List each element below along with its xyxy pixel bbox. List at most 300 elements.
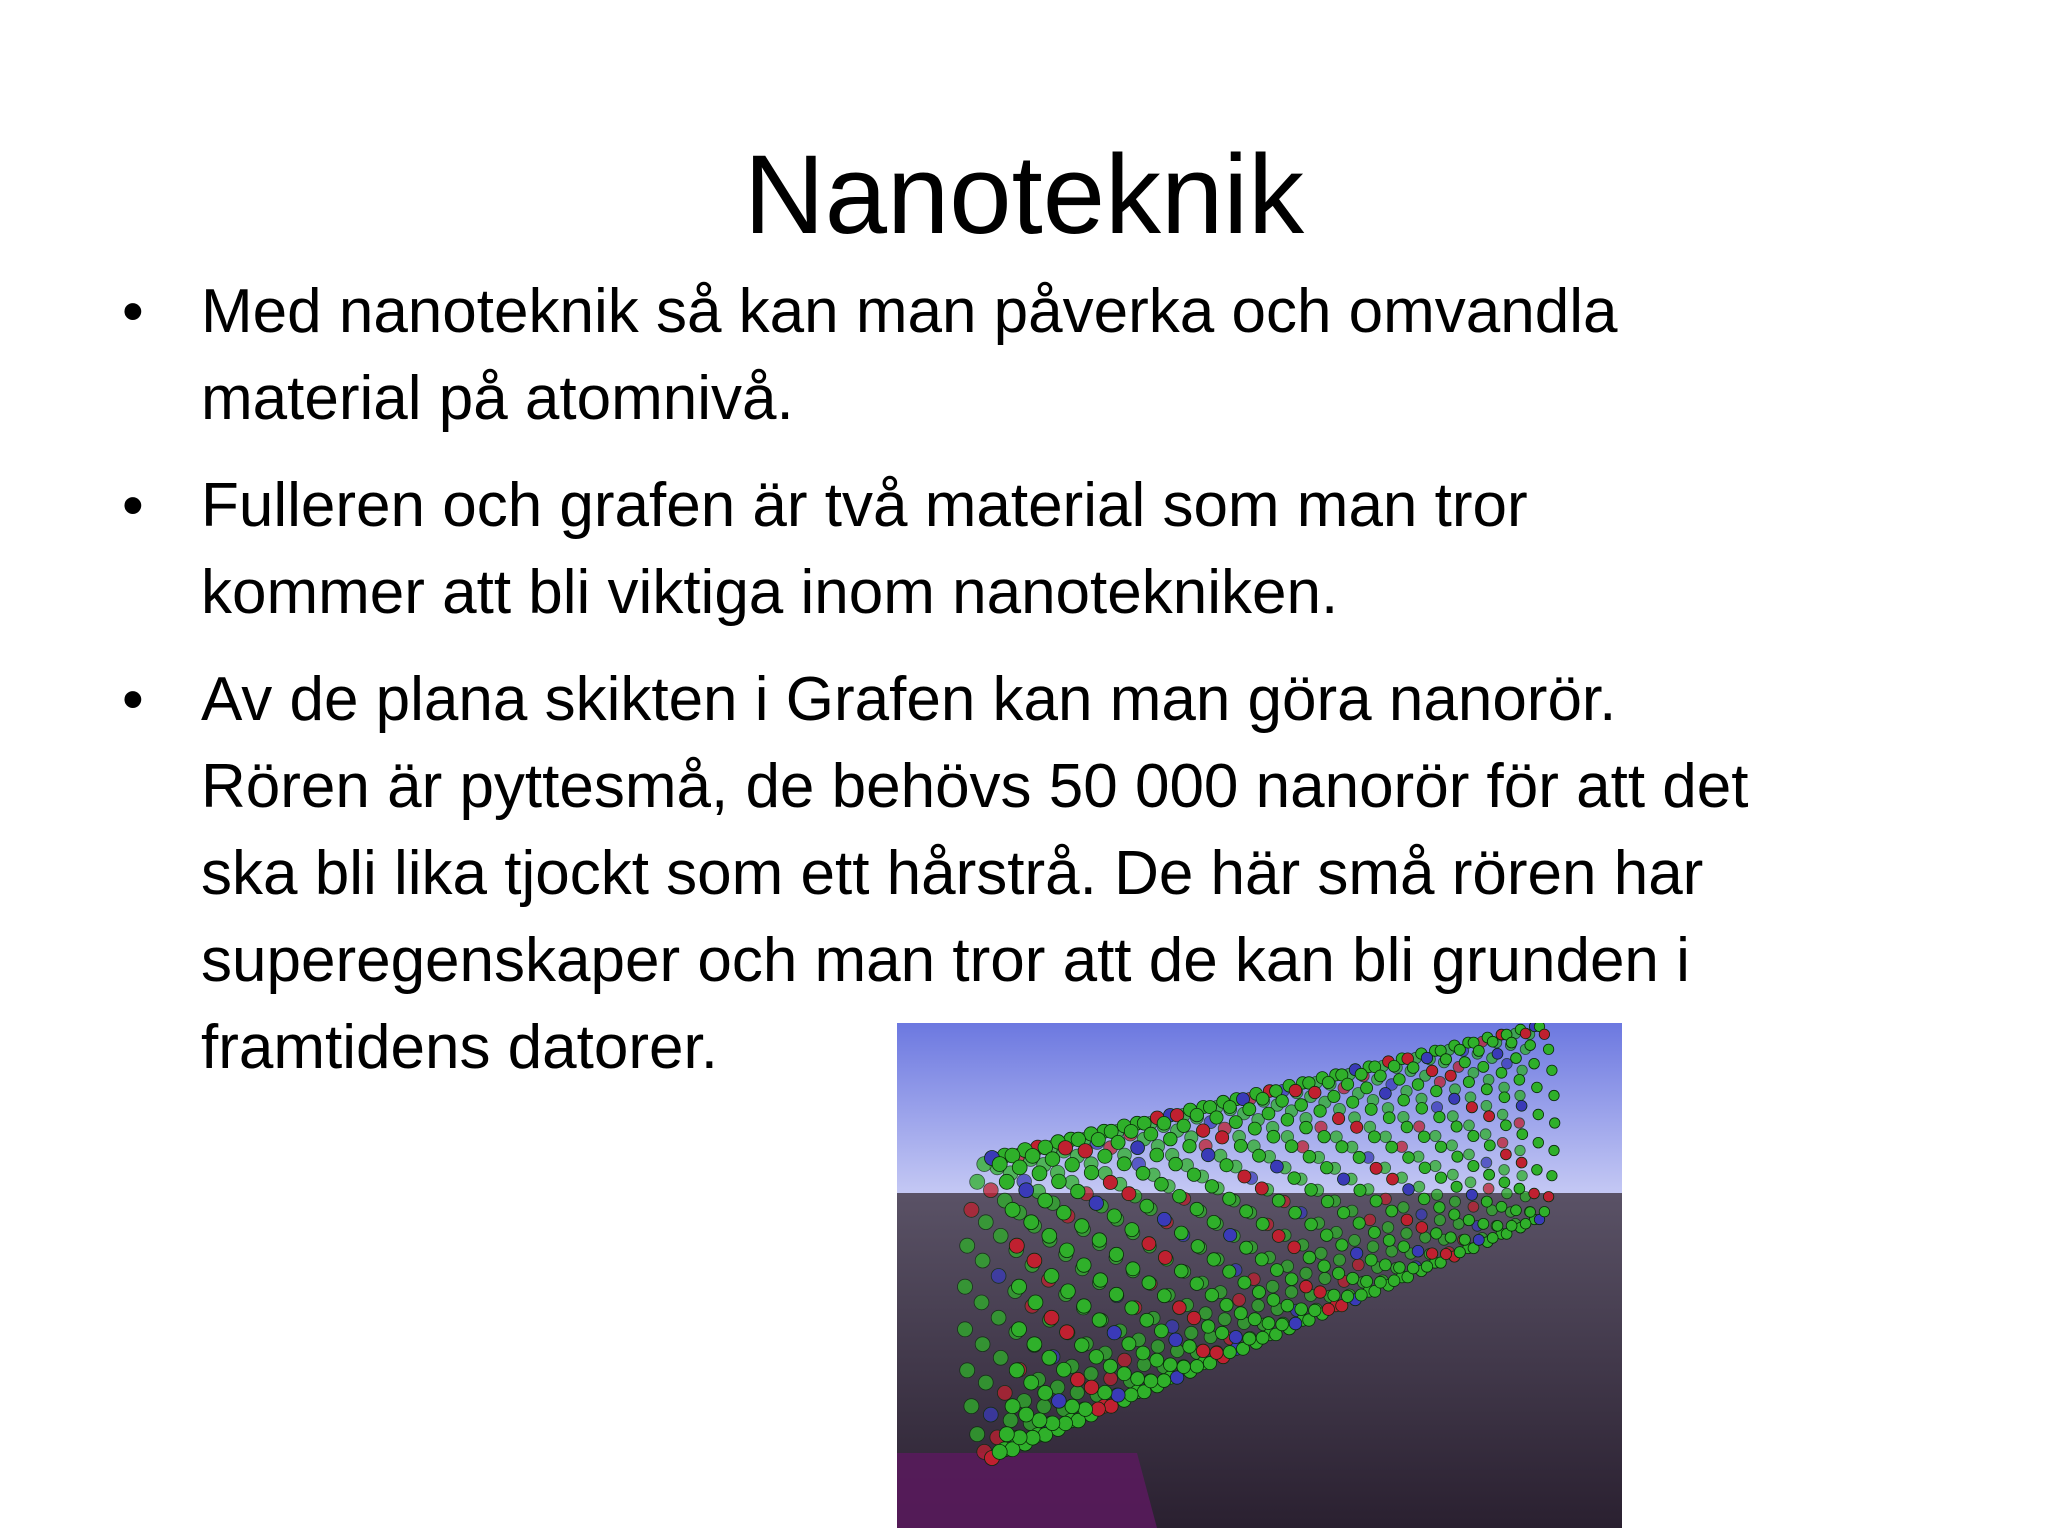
nanotube-atom [1009,1238,1024,1253]
nanotube-atom [1117,1367,1131,1381]
nanotube-atom [1288,1241,1301,1254]
nanotube-atom [1255,1182,1268,1195]
nanotube-atom [1520,1218,1531,1229]
nanotube-atom [1207,1215,1220,1228]
nanotube-atom [1027,1337,1042,1352]
nanotube-atom [1447,1111,1458,1122]
nanotube-atom [1107,1209,1121,1223]
nanotube-atom [1434,1111,1445,1122]
nanotube-atom [1229,1116,1242,1129]
nanotube-atom [1394,1262,1406,1274]
nanotube-atom [1060,1325,1075,1340]
nanotube-atom [1333,1267,1345,1279]
nanotube-atom [1501,1120,1512,1131]
nanotube-atom [1003,1413,1018,1428]
nanotube-atom [970,1427,985,1442]
nanotube-atom [1060,1243,1075,1258]
nanotube-atom [1223,1346,1236,1359]
nanotube-atom [1276,1318,1289,1331]
nanotube-atom [1103,1175,1117,1189]
nanotube-atom [1205,1180,1218,1193]
nanotube-atom [1499,1165,1510,1176]
nanotube-atom [1533,1137,1544,1148]
nanotube-atom [1177,1360,1190,1373]
nanotube-atom [1464,1149,1475,1160]
nanotube-atom [1210,1111,1223,1124]
nanotube-atom [1155,1324,1169,1338]
nanotube-atom [958,1322,973,1337]
nanotube-atom [1037,1399,1051,1413]
nanotube-atom [1157,1289,1171,1303]
nanotube-atom [1122,1187,1136,1201]
nanotube-atom [1164,1132,1178,1146]
nanotube-atom [1019,1183,1034,1198]
nanotube-atom [1394,1074,1406,1086]
nanotube-atom [1155,1177,1169,1191]
nanotube-atom [1057,1362,1072,1377]
nanotube-atom [1205,1288,1218,1301]
nanotube-atom [1223,1101,1236,1114]
nanotube-atom [1525,1207,1536,1218]
nanotube-atom [1520,1028,1531,1039]
nanotube-atom [1267,1294,1280,1307]
nanotube-atom [1451,1121,1462,1132]
nanotube-atom [1042,1228,1057,1243]
nanotube-atom [1276,1095,1289,1108]
nanotube-atom [960,1238,975,1253]
nanotube-atom [1124,1388,1138,1402]
nanotube-atom [1240,1205,1253,1218]
nanotube-atom [1547,1065,1557,1075]
nanotube-atom [1078,1144,1092,1158]
nanotube-atom [1131,1141,1145,1155]
nanotube-atom [1387,1173,1399,1185]
nanotube-atom [1318,1260,1330,1272]
nanotube-atom [1543,1044,1553,1054]
nanotube-atom [964,1399,979,1414]
nanotube-atom [1338,1207,1350,1219]
nanotube-atom [1473,1234,1484,1245]
nanotube-atom [1038,1193,1053,1208]
nanotube-atom [1483,1183,1494,1194]
nanotube-atom [1543,1192,1553,1202]
nanotube-atom [1234,1307,1247,1320]
nanotube-atom [964,1202,979,1217]
bullet-item [0,462,1760,636]
nanotube-atom [1499,1082,1510,1093]
nanotube-atom [1210,1346,1223,1359]
nanotube-atom [1071,1184,1085,1198]
nanotube-atom [1361,1275,1373,1287]
nanotube-atom [1328,1090,1340,1102]
bullet-item [0,268,1760,442]
nanotube-atom [1220,1159,1233,1172]
nanotube-atom [1272,1230,1285,1243]
nanotube-atom [1169,1157,1183,1171]
nanotube-atom [1414,1181,1425,1192]
nanotube-atom [1355,1289,1367,1301]
nanotube-atom [1190,1277,1203,1290]
nanotube-atom [1223,1192,1236,1205]
nanotube-atom [1124,1125,1138,1139]
nanotube-atom [1478,1218,1489,1229]
nanotube-atom [1169,1333,1183,1347]
nanotube-atom [1057,1205,1072,1220]
nanotube-atom [1300,1280,1313,1293]
nanotube-atom [1525,1040,1536,1051]
nanotube-atom [1151,1340,1164,1353]
nanotube-atom [1084,1165,1098,1179]
nanotube-atom [1416,1222,1428,1234]
nanotube-atom [1419,1162,1431,1174]
nanotube-atom [978,1215,993,1230]
nanotube-atom [1077,1299,1091,1313]
nanotube-atom [1336,1141,1348,1153]
nanotube-atom [1515,1090,1525,1100]
nanotube-atom [1126,1262,1140,1276]
nanotube-atom [997,1386,1012,1401]
nanotube-atom [1459,1234,1470,1245]
nanotube-atom [1445,1070,1456,1081]
nanotube-atom [1190,1108,1203,1121]
nanotube-atom [1142,1276,1156,1290]
nanotube-atom [1024,1215,1039,1230]
nanotube-atom [1484,1169,1495,1180]
nanotube-atom [1052,1394,1067,1409]
nanotube-atom [1353,1217,1365,1229]
nanotube-atom [1229,1331,1242,1344]
nanotube-atom [1295,1303,1308,1316]
nanotube-atom [1468,1201,1479,1212]
nanotube-atom [1342,1290,1354,1302]
nanotube-atom [1401,1228,1412,1239]
nanotube-atom [1091,1402,1105,1416]
nanotube-atom [1303,1251,1316,1264]
nanotube-atom [1347,1272,1359,1284]
nanotube-atom [1233,1294,1246,1307]
nanotube-atom [958,1279,973,1294]
nanotube-atom [1380,1259,1392,1271]
nanotube-atom [1506,1220,1517,1231]
nanotube-atom [1388,1275,1400,1287]
nanotube-atom [1005,1399,1020,1414]
nanotube-atom [1383,1112,1395,1124]
nanotube-atom [1202,1148,1215,1161]
nanotube-atom [1175,1264,1189,1278]
nanotube-atom [1061,1284,1076,1299]
nanotube-atom [1093,1273,1107,1287]
nanotube-atom [1289,1084,1302,1097]
nanotube-atom [1289,1206,1302,1219]
nanotube-atom [1322,1303,1334,1315]
nanotube-atom [1336,1239,1348,1251]
nanotube-atom [983,1183,998,1198]
nanotube-atom [1434,1215,1445,1226]
nanotube-atom [1012,1160,1027,1175]
nanotube-atom [1349,1235,1361,1247]
nanotube-atom [1045,1416,1060,1431]
nanotube-atom [1322,1076,1334,1088]
nanotube-atom [1517,1171,1527,1181]
nanotube-atom [1454,1247,1465,1258]
nanotube-atom [1321,1229,1333,1241]
nanotube-atom [1098,1385,1112,1399]
nanotube-atom [1547,1171,1557,1181]
nanotube-atom [1434,1202,1445,1213]
nanotube-atom [1484,1140,1495,1151]
nanotube-atom [1431,1085,1442,1096]
nanotube-atom [1220,1298,1233,1311]
nanotube-atom [1426,1248,1437,1259]
nanotube-atom [1468,1130,1479,1141]
nanotube-atom [1407,1262,1419,1274]
nanotube-atom [1351,1247,1363,1259]
nanotube-atom [1375,1276,1387,1288]
nanotube-atom [1164,1358,1178,1372]
nanotube-atom [1321,1162,1333,1174]
nanotube-atom [1314,1286,1326,1298]
nanotube-atom [1177,1119,1190,1132]
nanotube-atom [970,1174,985,1189]
nanotube-atom [1501,1149,1512,1160]
nanotube-atom [1334,1254,1346,1266]
nanotube-atom [1388,1060,1400,1072]
nanotube-atom [1529,1188,1540,1199]
nanotube-atom [1253,1149,1266,1162]
nanotube-atom [1158,1251,1172,1265]
nanotube-atom [1497,1137,1508,1148]
bullet-text: Med nanoteknik så kan man påverka och omvandla material på atomnivå. [201,277,1618,433]
nanotube-atom [1256,1092,1269,1105]
nanotube-atom [1463,1076,1474,1087]
nanotube-atom [1398,1241,1410,1253]
nanotube-atom [1478,1061,1489,1072]
nanotube-atom [1445,1232,1456,1243]
nanotube-atom [1150,1148,1164,1162]
nanotube-atom [1309,1086,1321,1098]
nanotube-atom [1481,1196,1492,1207]
nanotube-atom [1084,1367,1098,1381]
nanotube-atom [1077,1258,1091,1272]
nanotube-atom [1295,1099,1308,1112]
nanotube-atom [1450,1196,1461,1207]
nanotube-atom [1481,1157,1492,1168]
nanotube-atom [1191,1240,1204,1253]
nanotube-atom [1401,1214,1413,1226]
nanotube-atom [1365,1103,1377,1115]
nanotube-atom [1487,1036,1498,1047]
nanotube-atom [1517,1065,1527,1075]
nanotube-atom [1300,1121,1313,1134]
nanotube-atom [1431,1189,1442,1200]
nanotube-atom [1499,1177,1510,1188]
nanotube-atom [1052,1174,1067,1189]
nanotube-atom [1497,1109,1508,1120]
nanotube-atom [1070,1385,1084,1399]
nanotube-atom [1496,1201,1507,1212]
nanotube-atom [1248,1122,1261,1135]
nanotube-atom [1539,1029,1549,1039]
nanotube-atom [1098,1149,1112,1163]
nanotube-atom [1466,1189,1477,1200]
nanotube-atom [1075,1338,1089,1352]
nanotube-atom [1386,1141,1398,1153]
nanotube-atom [1352,1259,1364,1271]
nanotube-atom [1045,1152,1060,1167]
nanotube-atom [1368,1226,1380,1238]
nanotube-atom [1412,1245,1424,1257]
nanotube-atom [1303,1150,1316,1163]
nanotube-atom [1190,1360,1203,1373]
nanotube-atom [1465,1177,1476,1188]
nanotube-atom [1032,1413,1047,1428]
nanotube-atom [1024,1375,1039,1390]
nanotube-atom [1435,1141,1446,1152]
nanotube-atom [1065,1158,1079,1172]
nanotube-atom [1403,1152,1415,1164]
nanotube-atom [1511,1205,1522,1216]
nanotube-atom [1398,1202,1409,1213]
nanotube-atom [1452,1151,1463,1162]
nanotube-atom [1058,1141,1072,1155]
nanotube-atom [1550,1118,1560,1128]
nanotube-atom [1365,1254,1377,1266]
nanotube-atom [1103,1359,1117,1373]
nanotube-atom [1118,1353,1132,1367]
nanotube-atom [1089,1196,1103,1210]
nanotube-atom [1136,1166,1150,1180]
nanotube-atom [1484,1111,1495,1122]
nanotube-atom [1202,1320,1215,1333]
nanotube-atom [1532,1082,1543,1093]
nanotube-atom [1084,1380,1098,1394]
nanotube-atom [1368,1131,1380,1143]
nanotube-atom [1122,1337,1136,1351]
nanotube-atom [1288,1172,1301,1185]
nanotube-atom [1506,1037,1517,1048]
nanotube-atom [1136,1346,1150,1360]
nanotube-atom [1238,1170,1251,1183]
nanotube-atom [1319,1272,1331,1284]
nanotube-atom [1262,1317,1275,1330]
nanotube-atom [1111,1388,1125,1402]
carbon-nanotube-icon [897,1023,1622,1528]
slide-title: Nanoteknik [743,132,1305,257]
nanotube-atom [1038,1386,1053,1401]
nanotube-atom [1473,1045,1484,1056]
nanotube-atom [1447,1140,1458,1151]
nanotube-atom [960,1363,975,1378]
nanotube-atom [1351,1121,1363,1133]
nanotube-atom [1451,1181,1462,1192]
nanotube-atom [1005,1202,1020,1217]
nanotube-atom [1514,1074,1525,1085]
nanotube-atom [1243,1103,1256,1116]
nanotube-atom [1403,1184,1415,1196]
nanotube-atom [1549,1090,1559,1100]
nanotube-atom [1421,1052,1432,1063]
nanotube-atom [1465,1092,1476,1103]
nanotube-atom [1418,1193,1430,1205]
nanotube-atom [1398,1094,1410,1106]
nanotube-atom [1240,1241,1253,1254]
nanotube-atom [1281,1299,1294,1312]
nanotube-atom [1370,1162,1382,1174]
nanotube-atom [1321,1195,1333,1207]
nanotube-atom [1089,1350,1103,1364]
nanotube-atom [1187,1168,1200,1181]
nanotube-atom [1386,1205,1398,1217]
nanotube-atom [1196,1124,1209,1137]
nanotube-atom [1117,1157,1131,1171]
nanotube-atom [1109,1287,1123,1301]
nanotube-atom [1517,1129,1528,1140]
nanotube-atom [975,1253,990,1268]
nanotube-atom [1354,1184,1366,1196]
nanotube-atom [1361,1082,1373,1094]
nanotube-atom [1075,1219,1089,1233]
nanotube-atom [1333,1112,1345,1124]
nanotube-atom [1492,1048,1503,1059]
nanotube-atom [1353,1151,1365,1163]
nanotube-atom [1347,1096,1359,1108]
nanotube-atom [1044,1269,1059,1284]
nanotube-atom [1150,1353,1164,1367]
nanotube-atom [1173,1301,1187,1315]
nanotube-atom [1416,1103,1428,1115]
nanotube-atom [1430,1160,1441,1171]
nanotube-atom [1431,1102,1442,1113]
nanotube-atom [1281,1114,1294,1127]
nanotube-atom [1315,1247,1327,1259]
nanotube-atom [1012,1322,1027,1337]
nanotube-atom [1342,1078,1354,1090]
nanotube-atom [1071,1372,1085,1386]
bullet-list [0,268,2048,1111]
nanotube-atom [1157,1212,1171,1226]
nanotube-atom [1255,1253,1268,1266]
nanotube-atom [992,1157,1007,1172]
nanotube-atom [975,1337,990,1352]
nanotube-atom [1426,1065,1437,1076]
nanotube-atom [1514,1183,1525,1194]
nanotube-atom [974,1295,989,1310]
nanotube-atom [1175,1226,1189,1240]
nanotube-atom [1418,1131,1430,1143]
nanotube-atom [1289,1317,1302,1330]
nanotube-atom [1243,1332,1256,1345]
bullet-dot-icon: • [122,471,144,540]
nanotube-atom [1401,1121,1413,1133]
nanotube-atom [1248,1313,1261,1326]
nanotube-atom [1355,1068,1367,1080]
nanotube-atom [1234,1139,1247,1152]
nanotube-atom [1058,1416,1072,1430]
nanotube-atom [1370,1195,1382,1207]
nanotube-atom [1216,1131,1229,1144]
nanotube-atom [1252,1299,1265,1312]
nanotube-atom [1190,1202,1203,1215]
nanotube-atom [983,1407,998,1422]
nanotube-atom [1266,1280,1279,1293]
nanotube-atom [1223,1265,1236,1278]
nanotube-atom [1375,1070,1387,1082]
nanotube-atom [1224,1229,1237,1242]
nanotube-atom [1142,1237,1156,1251]
nanotube-atom [1238,1276,1251,1289]
nanotube-atom [1196,1344,1209,1357]
nanotube-atom [991,1269,1006,1284]
